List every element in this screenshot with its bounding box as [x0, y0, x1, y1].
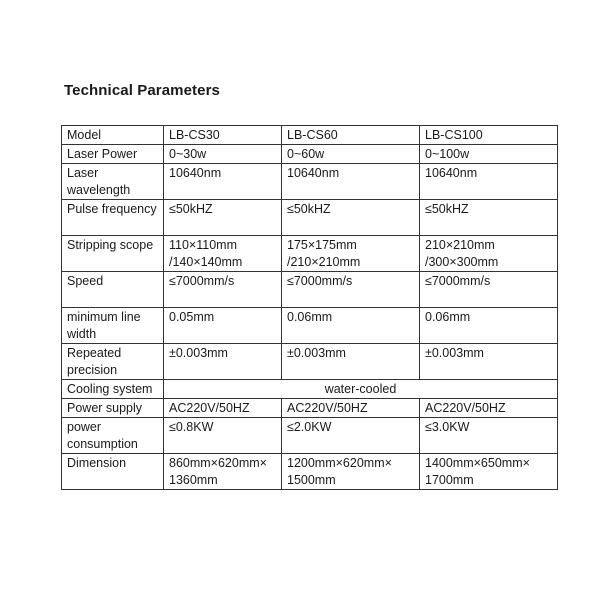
table-cell: 210×210mm /300×300mm [420, 236, 558, 272]
header-lb-cs60: LB-CS60 [282, 126, 420, 145]
row-label: Speed [62, 272, 164, 308]
row-label: Cooling system [62, 380, 164, 399]
table-cell: ≤7000mm/s [164, 272, 282, 308]
row-label: minimum line width [62, 308, 164, 344]
table-cell: 175×175mm /210×210mm [282, 236, 420, 272]
row-label: Laser wavelength [62, 164, 164, 200]
row-label: power consumption [62, 418, 164, 454]
table-cell: 10640nm [164, 164, 282, 200]
row-label: Dimension [62, 454, 164, 490]
table-cell: 10640nm [282, 164, 420, 200]
table-cell: 0~60w [282, 145, 420, 164]
table-row [62, 145, 558, 164]
table-cell: AC220V/50HZ [420, 399, 558, 418]
table-cell: 0~100w [420, 145, 558, 164]
table-cell: 1200mm×620mm× 1500mm [282, 454, 420, 490]
table-cell-merged: water-cooled [164, 380, 558, 399]
table-cell: 1400mm×650mm× 1700mm [420, 454, 558, 490]
table-cell: ≤50kHZ [420, 200, 558, 236]
table-cell: ≤7000mm/s [420, 272, 558, 308]
table-row [62, 454, 558, 490]
table-cell: ≤7000mm/s [282, 272, 420, 308]
header-model: Model [62, 126, 164, 145]
table-cell: 0.05mm [164, 308, 282, 344]
table-cell: AC220V/50HZ [164, 399, 282, 418]
table-row [62, 272, 558, 308]
table-cell: ≤0.8KW [164, 418, 282, 454]
table-header-row [62, 126, 558, 145]
table-cell: 10640nm [420, 164, 558, 200]
table-cell: 0.06mm [420, 308, 558, 344]
row-label: Stripping scope [62, 236, 164, 272]
table-row [62, 399, 558, 418]
table-row [62, 164, 558, 200]
table-cell: ±0.003mm [420, 344, 558, 380]
table-row [62, 344, 558, 380]
row-label: Pulse frequency [62, 200, 164, 236]
table-cell: 0~30w [164, 145, 282, 164]
table-row [62, 236, 558, 272]
technical-parameters-table [61, 125, 558, 490]
table-cell: 0.06mm [282, 308, 420, 344]
table-cell: 860mm×620mm× 1360mm [164, 454, 282, 490]
table-cell: ≤50kHZ [282, 200, 420, 236]
row-label: Repeated precision [62, 344, 164, 380]
table-cell: ≤3.0KW [420, 418, 558, 454]
table-row [62, 200, 558, 236]
table-cell: ±0.003mm [164, 344, 282, 380]
table-cell: 110×110mm /140×140mm [164, 236, 282, 272]
table-cell: AC220V/50HZ [282, 399, 420, 418]
table-row [62, 380, 558, 399]
table-row [62, 308, 558, 344]
header-lb-cs30: LB-CS30 [164, 126, 282, 145]
header-lb-cs100: LB-CS100 [420, 126, 558, 145]
table-cell: ≤50kHZ [164, 200, 282, 236]
row-label: Power supply [62, 399, 164, 418]
table-cell: ±0.003mm [282, 344, 420, 380]
table-cell: ≤2.0KW [282, 418, 420, 454]
row-label: Laser Power [62, 145, 164, 164]
table-row [62, 418, 558, 454]
page-title: Technical Parameters [64, 82, 220, 99]
